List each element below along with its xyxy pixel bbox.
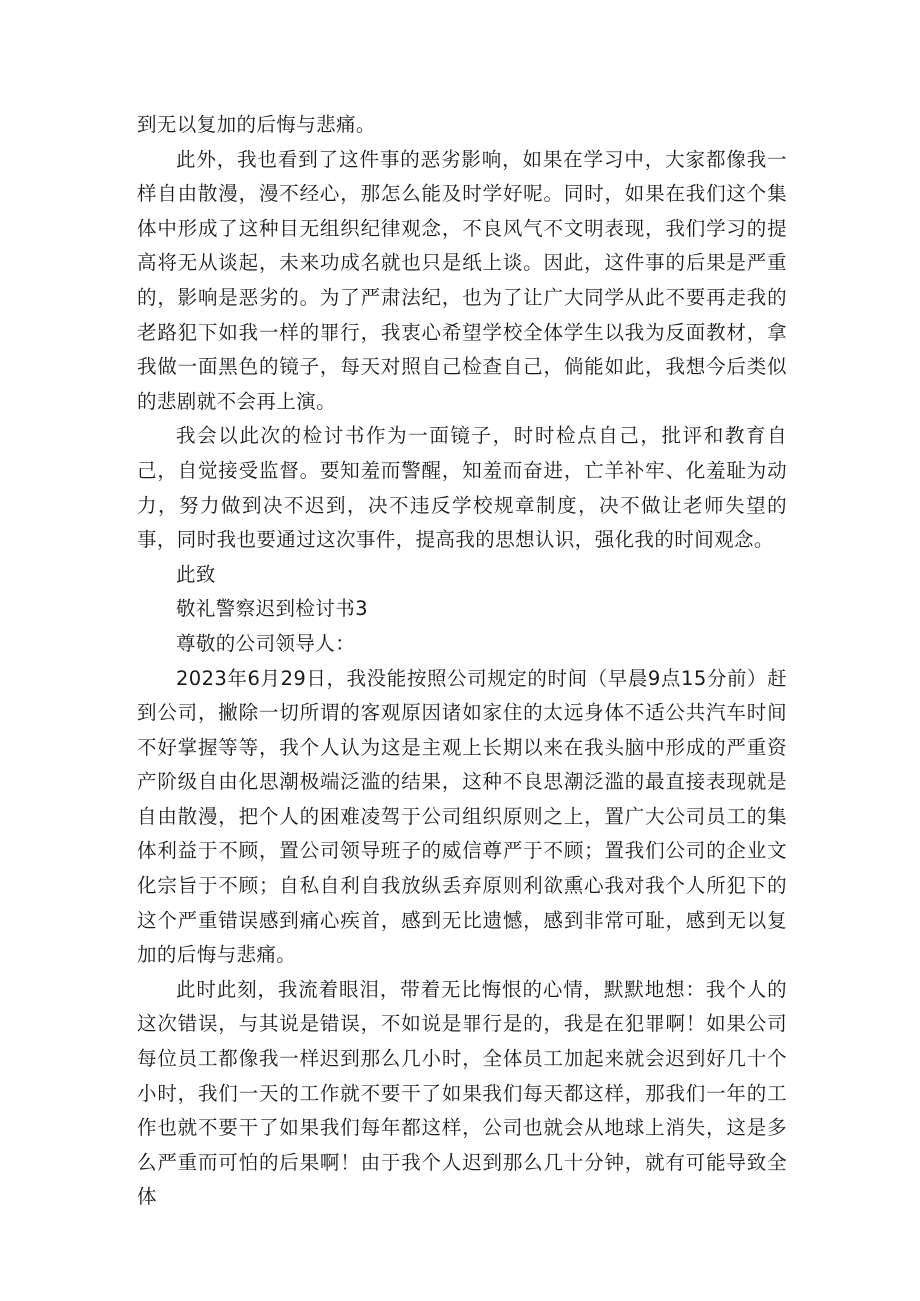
letter-title: 敬礼警察迟到检讨书3 — [176, 597, 368, 621]
paragraph-continuation: 到无以复加的后悔与悲痛。 — [137, 113, 376, 136]
document-body — [137, 108, 787, 1215]
paragraph-lateness: 2023年6月29日，我没能按照公司规定的时间（早晨9点15分前）赶到公司，撇除一切所谓的客观原因诸如家住的太远身体不适公共汽车时间不好掌握等等，我个人认为这是主观上长期以来在我头脑中形成的严重资产阶级自由化思潮极端泛滥的结果，这种不良思潮泛滥的最直接表现就是自由散漫，把个人的困难凌驾于公司组织原则之上，置广大公司员工的集体利益于不顾，置公司领导班子的威信尊严于不顾；置我们公司的企业文化宗旨于不顾；自私自利自我放纵丢弃原则利欲熏心我对我个人所犯下的这个严重错误感到痛心疾首，感到无比遗憾，感到非常可耻，感到无以复加的后悔与悲痛。 — [137, 666, 787, 967]
paragraph-reflection: 此时此刻，我流着眼泪，带着无比悔恨的心情，默默地想：我个人的这次错误，与其说是错误，不如说是罪行是的，我是在犯罪啊！如果公司每位员工都像我一样迟到那么几小时，全体员工加起来就会迟到好几十个小时，我们一天的工作就不要干了如果我们每天都这样，那我们一年的工作也就不要干了如果我们每年都这样，公司也就会从地球上消失，这是多么严重而可怕的后果啊！由于我个人迟到那么几十分钟，就有可能导致全体 — [137, 977, 787, 1209]
closing-salutation: 此致 — [176, 562, 216, 586]
letter-greeting: 尊敬的公司领导人： — [176, 631, 356, 655]
paragraph-impact: 此外，我也看到了这件事的恶劣影响，如果在学习中，大家都像我一样自由散漫，漫不经心，那怎么能及时学好呢。同时，如果在我们这个集体中形成了这种目无组织纪律观念，不良风气不文明表现，我们学习的提高将无从谈起，未来功成名就也只是纸上谈。因此，这件事的后果是严重的，影响是恶劣的。为了严肃法纪，也为了让广大同学从此不要再走我的老路犯下如我一样的罪行，我衷心希望学校全体学生以我为反面教材，拿我做一面黑色的镜子，每天对照自己检查自己，倘能如此，我想今后类似的悲剧就不会再上演。 — [137, 147, 787, 413]
paragraph-mirror: 我会以此次的检讨书作为一面镜子，时时检点自己，批评和教育自己，自觉接受监督。要知羞而警醒，知羞而奋进，亡羊补牢、化羞耻为动力，努力做到决不迟到，决不违反学校规章制度，决不做让老师失望的事，同时我也要通过这次事件，提高我的思想认识，强化我的时间观念。 — [137, 424, 787, 552]
